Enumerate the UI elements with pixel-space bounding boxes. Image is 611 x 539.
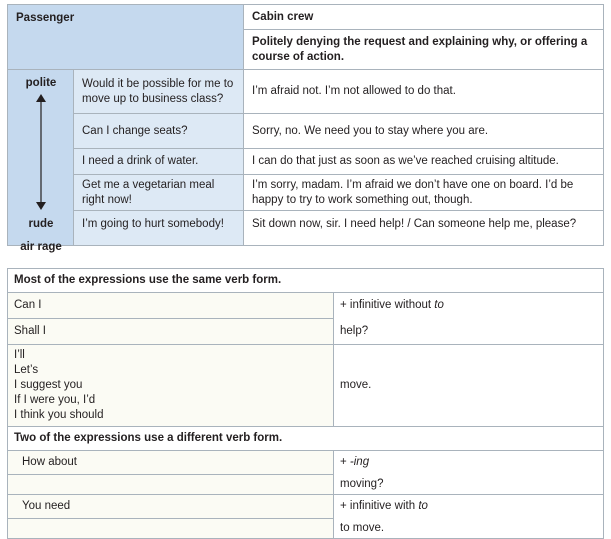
crew-line-1: I’m afraid not. I’m not allowed to do that.: [244, 70, 604, 114]
crew-line-3: I can do that just as soon as we’ve reached cruising altitude.: [244, 149, 604, 175]
passenger-crew-table: [7, 4, 604, 253]
header-passenger: Passenger: [8, 5, 244, 70]
passenger-line-5: I’m going to hurt somebody!: [74, 211, 244, 246]
expr-group: [8, 345, 334, 427]
section-title-same-form: Most of the expressions use the same verb form.: [8, 269, 604, 293]
example-help: help?: [334, 319, 604, 345]
scale-label-polite: polite: [25, 77, 57, 89]
passenger-line-2: Can I change seats?: [74, 114, 244, 149]
scale-label-rude: rude: [28, 218, 54, 230]
expr-if-i-were-you: If I were you, I’d: [14, 394, 96, 406]
expr-ill: I’ll: [14, 349, 25, 361]
expr-how-about: How about: [8, 451, 334, 475]
expr-i-think-you-should: I think you should: [14, 409, 104, 421]
header-cabin-crew: Cabin crew: [244, 5, 604, 30]
passenger-line-1: Would it be possible for me to move up to business class?: [74, 70, 244, 114]
expr-i-suggest-you: I suggest you: [14, 379, 83, 391]
expr-shall-i: Shall I: [8, 319, 334, 345]
passenger-line-3: I need a drink of water.: [74, 149, 244, 175]
rule-ing: + -ing: [334, 451, 604, 475]
spacer-you-need: [8, 519, 334, 539]
rule-infinitive-without-to: + infinitive without to: [334, 293, 604, 319]
example-to-move: to move.: [334, 519, 604, 539]
crew-line-5: Sit down now, sir. I need help! / Can someone help me, please?: [244, 211, 604, 246]
crew-line-2: Sorry, no. We need you to stay where you are.: [244, 114, 604, 149]
subheader-cabin-crew: Politely denying the request and explaining why, or offering a course of action.: [244, 30, 604, 70]
section-title-different-form: Two of the expressions use a different verb form.: [8, 427, 604, 451]
verb-form-table: [7, 268, 604, 539]
passenger-line-4: Get me a vegetarian meal right now!: [74, 175, 244, 211]
crew-line-4: I’m sorry, madam. I’m afraid we don’t have one on board. I’d be happy to try to work something out, though.: [244, 175, 604, 211]
expr-lets: Let’s: [14, 364, 39, 376]
scale-label-air-rage: air rage: [20, 241, 62, 253]
spacer-how-about: [8, 475, 334, 495]
expr-you-need: You need: [8, 495, 334, 519]
double-arrow-icon: [8, 92, 74, 212]
example-move: move.: [334, 345, 604, 427]
expr-can-i: Can I: [8, 293, 334, 319]
example-moving: moving?: [334, 475, 604, 495]
rule-infinitive-with-to: + infinitive with to: [334, 495, 604, 519]
politeness-scale: [8, 70, 74, 253]
